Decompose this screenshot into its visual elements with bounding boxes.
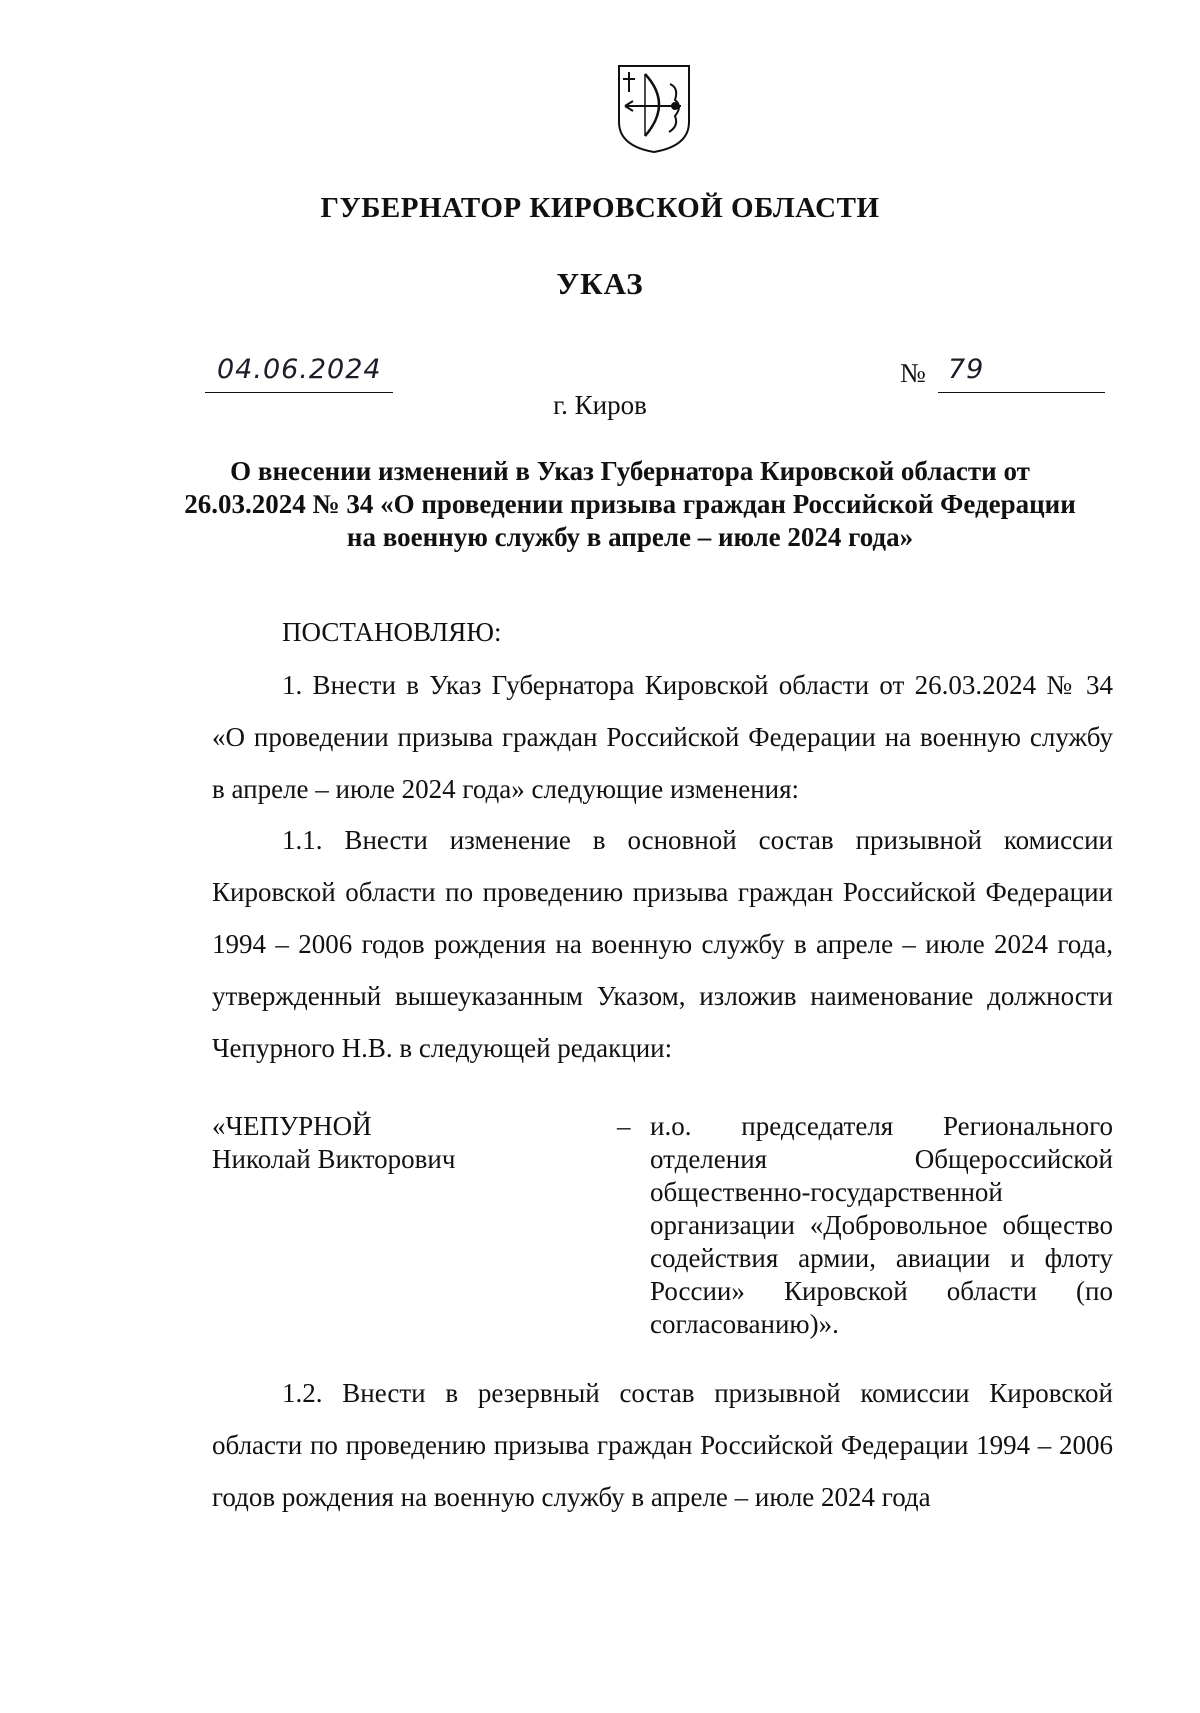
member-position: и.о. председателя Регионального отделения Общероссийской общественно-государственной организации «Добровольное общество содействия армии, авиации и флоту России» Кировской области (по согласованию)». [650, 1111, 1113, 1339]
decree-word: ПОСТАНОВЛЯЮ: [282, 617, 502, 647]
document-type-heading: УКАЗ [556, 266, 644, 301]
authority-heading: ГУБЕРНАТОР КИРОВСКОЙ ОБЛАСТИ [320, 192, 880, 224]
city: г. Киров [553, 390, 647, 420]
handwritten-number: 79 [948, 354, 985, 385]
kirov-coat-of-arms-icon [615, 62, 693, 154]
number-field [900, 352, 1105, 392]
member-surname: «ЧЕПУРНОЙ [212, 1111, 372, 1141]
number-line [938, 352, 1105, 393]
member-given-names: Николай Викторович [212, 1144, 456, 1174]
handwritten-date: 04.06.2024 [217, 354, 382, 385]
paragraph-1-2: 1.2. Внести в резервный состав призывной комиссии Кировской области по проведению призыва граждан Российской Федерации 1994 – 2006 годов рождения на военную службу в апреле – июле 2024 года [212, 1378, 1113, 1512]
document-title: О внесении изменений в Указ Губернатора Кировской области от 26.03.2024 № 34 «О проведении призыва граждан Российской Федерации на военную службу в апреле – июле 2024 года» [184, 456, 1076, 552]
member-name [212, 1110, 612, 1176]
paragraph-1-1: 1.1. Внести изменение в основной состав призывной комиссии Кировской области по проведению призыва граждан Российской Федерации 1994 – 2006 годов рождения на военную службу в апреле – июле 2024 года, утвержденный вышеуказанным Указом, изложив наименование должности Чепурного Н.В. в следующей редакции: [212, 825, 1113, 1063]
member-dash: – [617, 1111, 631, 1141]
number-sign: № [900, 358, 926, 388]
paragraph-1: 1. Внести в Указ Губернатора Кировской области от 26.03.2024 № 34 «О проведении призыва граждан Российской Федерации на военную службу в апреле – июле 2024 года» следующие изменения: [212, 670, 1113, 804]
date-field [205, 352, 393, 393]
